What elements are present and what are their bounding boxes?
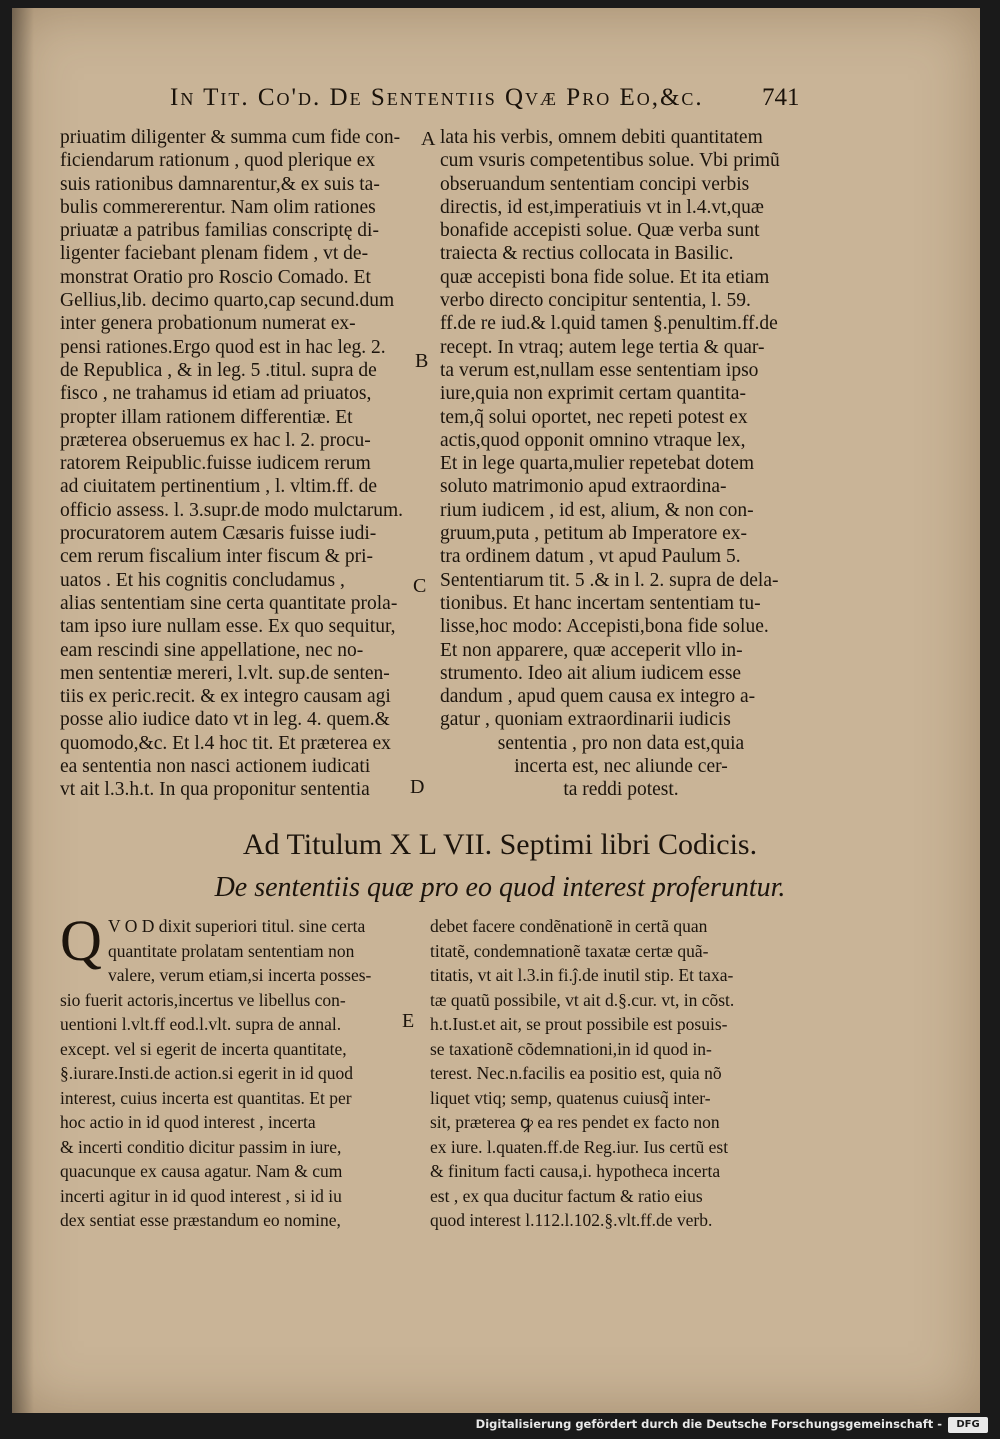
text-line: terest. Nec.n.facilis ea positio est, quia nõ — [430, 1063, 722, 1083]
text-line: & finitum facti causa,i. hypotheca incerta — [430, 1161, 721, 1181]
text-line: tæ quatũ possibile, vt ait d.§.cur. vt, in cõst. — [430, 989, 735, 1010]
text-line: tra ordinem datum , vt apud Paulum 5. — [440, 546, 741, 568]
text-line: quæ accepisti bona fide solue. Et ita etiam — [440, 266, 770, 288]
text-line: hoc actio in id quod interest , incerta — [60, 1112, 316, 1132]
section-left-column — [60, 908, 415, 1233]
text-line: alias sententiam sine certa quantitate prola- — [60, 592, 398, 614]
text-line: cum vsuris competentibus solue. Vbi primũ — [440, 150, 780, 172]
text-line: interest, cuius incerta est quantitas. Et per — [60, 1087, 352, 1108]
text-line: cem rerum fiscalium inter fiscum & pri- — [60, 546, 373, 568]
text-line: ficiendarum rationum , quod plerique ex — [60, 150, 376, 172]
text-line: rium iudicem , id est, alium, & non con- — [440, 499, 754, 521]
text-line: men sententiæ mereri, l.vlt. sup.de senten- — [60, 662, 390, 684]
text-line: quacunque ex causa agatur. Nam & cum — [60, 1161, 343, 1181]
text-line: h.t.Iust.et ait, se prout possibile est posuis- — [430, 1014, 728, 1034]
drop-cap: Q — [60, 908, 102, 973]
text-line: quod interest l.112.l.102.§.vlt.ff.de verb. — [430, 1210, 713, 1230]
text-line: actis,quod opponit omnino vtraque lex, — [440, 429, 746, 451]
section-title: Ad Titulum X L VII. Septimi libri Codicis. — [242, 828, 758, 861]
text-line: debet facere condẽnationẽ in certã quan — [430, 916, 708, 936]
text-line: inter genera probationum numerat ex- — [60, 313, 356, 335]
binding-shadow — [12, 8, 34, 1413]
text-line: officio assess. l. 3.supr.de modo mulctarum. — [60, 499, 404, 521]
text-line: vt ait l.3.h.t. In qua proponitur sententia — [60, 779, 370, 801]
text-line: tam ipso iure nullam esse. Ex quo sequitur, — [60, 616, 396, 638]
funding-credit: Digitalisierung gefördert durch die Deutsche Forschungsgemeinschaft - — [475, 1417, 942, 1431]
text-line: §.iurare.Insti.de action.si egerit in id quod — [60, 1063, 354, 1083]
text-line: præterea obseruemus ex hac l. 2. procu- — [60, 429, 371, 451]
text-line: Sententiarum tit. 5 .& in l. 2. supra de dela- — [440, 569, 779, 591]
section-right-column — [430, 914, 790, 1233]
text-line: ex iure. l.quaten.ff.de Reg.iur. Ius certũ est — [430, 1136, 729, 1157]
text-line: pensi rationes.Ergo quod est in hac leg. 2. — [60, 336, 386, 358]
text-line: strumento. Ideo ait alium iudicem esse — [440, 662, 742, 684]
text-line: Gellius,lib. decimo quarto,cap secund.dum — [60, 290, 395, 312]
text-line: bonafide accepisti solue. Quæ verba sunt — [440, 220, 760, 242]
text-line: valere, verum etiam,si incerta posses- — [108, 965, 372, 985]
section-subtitle: De sententiis quæ pro eo quod interest proferuntur. — [214, 872, 786, 903]
text-line: titatis, vt ait l.3.in fi.ĵ.de inutil stip. Et taxa- — [430, 965, 734, 985]
margin-letter-d: D — [410, 776, 425, 798]
text-line: verbo directo concipitur sententia, l. 59. — [440, 290, 751, 312]
text-line: lisse,hoc modo: Accepisti,bona fide solue. — [440, 616, 769, 638]
text-line: directis, id est,imperatiuis vt in l.4.vt,quæ — [440, 196, 764, 218]
text-line: gruum,puta , petitum ab Imperatore ex- — [440, 523, 748, 545]
text-line: sio fuerit actoris,incertus ve libellus con- — [60, 989, 346, 1010]
text-line: lata his verbis, omnem debiti quantitatem — [440, 127, 763, 148]
page-header — [100, 76, 900, 116]
text-line: except. vel si egerit de incerta quantitate, — [60, 1038, 347, 1059]
right-column — [440, 126, 802, 802]
text-line: sententia , pro non data est,quia — [497, 732, 745, 754]
text-line: ratorem Reipublic.fuisse iudicem rerum — [60, 453, 371, 475]
text-line: incerti agitur in id quod interest , si id iu — [60, 1185, 342, 1206]
text-line: tionibus. Et hanc incertam sententiam tu- — [440, 592, 761, 614]
text-line: incerta est, nec aliunde cer- — [514, 756, 728, 778]
text-line: priuatim diligenter & summa cum fide con- — [60, 127, 401, 148]
text-line: ligenter faciebant plenam fidem , vt de- — [60, 243, 369, 265]
text-line: se taxationẽ cõdemnationi,in id quod in- — [430, 1038, 712, 1059]
text-line: uentioni l.vlt.ff eod.l.vlt. supra de annal. — [60, 1014, 342, 1034]
left-column — [60, 126, 415, 802]
text-line: liquet vtiq; semp, quatenus cuiusq̃ inter- — [430, 1087, 711, 1108]
text-line: bulis commererentur. Nam olim rationes — [60, 196, 376, 218]
text-line: est , ex qua ducitur factum & ratio eius — [430, 1185, 703, 1206]
text-line: uatos . Et his cognitis concludamus , — [60, 569, 345, 591]
text-line: propter illam rationem differentiæ. Et — [60, 406, 353, 428]
page-number: 741 — [762, 84, 800, 111]
text-line: soluto matrimonio apud extraordina- — [440, 476, 727, 498]
text-line: ta verum est,nullam esse sententiam ipso — [440, 359, 759, 381]
margin-letter-e: E — [402, 1010, 415, 1032]
text-line: sit, præterea ꝙ ea res pendet ex facto non — [430, 1112, 720, 1132]
text-line: posse alio iudice dato vt in leg. 4. quem.& — [60, 709, 390, 731]
text-line: Et non apparere, quæ acceperit vllo in- — [440, 639, 743, 661]
text-line: tiis ex peric.recit. & ex integro causam agi — [60, 686, 391, 708]
margin-letter-a: A — [421, 128, 436, 150]
text-line: de Republica , & in leg. 5 .titul. supra de — [60, 359, 377, 381]
running-title: In Tit. Co'd. De Sententiis Qvæ Pro Eo,&c. — [170, 84, 704, 111]
text-line: iure,quia non exprimit certam quantita- — [440, 383, 746, 405]
text-line: traiecta & rectius collocata in Basilic. — [440, 243, 734, 265]
text-line: monstrat Oratio pro Roscio Comado. Et — [60, 266, 371, 288]
text-line: titatẽ, condemnationẽ taxatæ certæ quã- — [430, 940, 709, 961]
text-line: dandum , apud quem causa ex integro a- — [440, 686, 756, 708]
text-line: priuatæ a patribus familias conscriptę di- — [60, 220, 379, 242]
text-line: obseruandum sententiam concipi verbis — [440, 173, 750, 195]
text-line: quomodo,&c. Et l.4 hoc tit. Et præterea ex — [60, 732, 391, 754]
text-line: suis rationibus damnarentur,& ex suis ta- — [60, 173, 380, 195]
margin-letter-c: C — [413, 575, 427, 597]
margin-letter-b: B — [415, 350, 429, 372]
text-line: Et in lege quarta,mulier repetebat dotem — [440, 453, 755, 475]
text-line: ta reddi potest. — [563, 779, 679, 801]
footer-bar — [0, 1413, 1000, 1439]
text-line: recept. In vtraq; autem lege tertia & quar- — [440, 336, 765, 358]
dfg-logo: DFG — [948, 1417, 988, 1433]
text-line: ea sententia non nasci actionem iudicati — [60, 756, 371, 778]
text-line: quantitate prolatam sententiam non — [108, 940, 355, 961]
right-column-tail — [440, 732, 802, 802]
text-line: V O D dixit superiori titul. sine certa — [108, 916, 366, 936]
text-line: gatur , quoniam extraordinarii iudicis — [440, 709, 731, 731]
text-line: tem,q̃ solui oportet, nec repeti potest ex — [440, 406, 748, 428]
text-line: ff.de re iud.& l.quid tamen §.penultim.ff.de — [440, 313, 778, 335]
text-line: fisco , ne trahamus id etiam ad priuatos, — [60, 383, 372, 405]
text-line: procuratorem autem Cæsaris fuisse iudi- — [60, 523, 377, 545]
text-line: dex sentiat esse præstandum eo nomine, — [60, 1210, 341, 1230]
text-line: ad ciuitatem pertinentium , l. vltim.ff. de — [60, 476, 377, 498]
text-line: eam rescindi sine appellatione, nec no- — [60, 639, 364, 661]
text-line: & incerti conditio dicitur passim in iure, — [60, 1136, 342, 1157]
